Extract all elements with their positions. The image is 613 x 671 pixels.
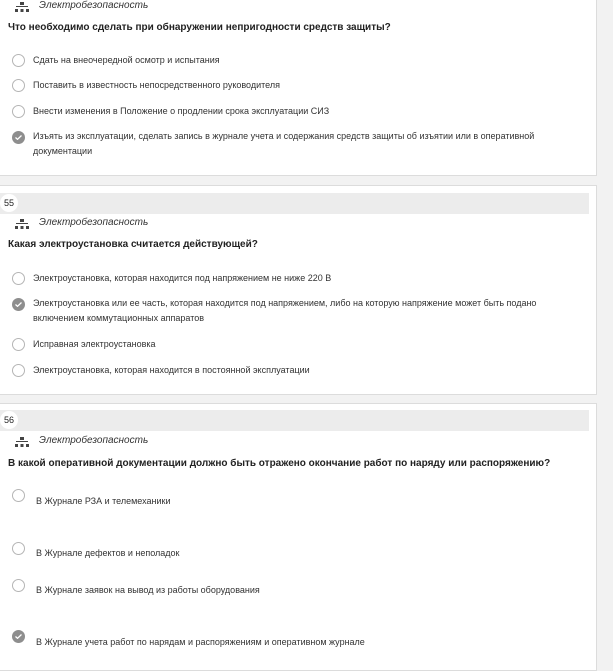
hierarchy-icon [15, 437, 29, 447]
answer-option[interactable] [0, 104, 590, 122]
category-text: Электробезопасность [39, 435, 149, 446]
check-icon [15, 634, 22, 639]
answer-option-selected[interactable] [0, 297, 590, 329]
check-icon [15, 302, 22, 307]
question-card [0, 185, 597, 395]
radio-button[interactable] [12, 272, 25, 285]
answer-option[interactable] [0, 363, 590, 381]
option-text: В Журнале РЗА и телемеханики [36, 496, 171, 506]
answer-option[interactable] [0, 541, 590, 565]
answer-option[interactable] [0, 271, 590, 289]
question-text: В какой оперативной документации должно быть отражено окончание работ по наряду или распоряжению? [8, 458, 551, 469]
answer-option[interactable] [0, 337, 590, 355]
question-text: Что необходимо сделать при обнаружении непригодности средств защиты? [8, 22, 391, 33]
option-text: Внести изменения в Положение о продлении срока эксплуатации СИЗ [33, 106, 330, 116]
question-card [0, 0, 597, 176]
option-text: В Журнале заявок на вывод из работы оборудования [36, 585, 260, 595]
radio-button[interactable] [12, 79, 25, 92]
radio-button[interactable] [12, 54, 25, 67]
question-number: 56 [0, 411, 18, 429]
radio-button-checked[interactable] [12, 630, 25, 643]
question-number-bar [0, 410, 589, 431]
hierarchy-icon [15, 219, 29, 229]
answer-option-selected[interactable] [0, 629, 590, 653]
radio-button[interactable] [12, 579, 25, 592]
option-text: Исправная электроустановка [33, 339, 156, 349]
radio-button[interactable] [12, 364, 25, 377]
question-number-bar [0, 193, 589, 214]
radio-button-checked[interactable] [12, 298, 25, 311]
answer-option[interactable] [0, 53, 590, 71]
option-text: Изъять из эксплуатации, сделать запись в журнале учета и содержания средств защиты об изъятии или в оперативной документации [33, 131, 535, 156]
hierarchy-icon [15, 2, 29, 12]
check-icon [15, 135, 22, 140]
radio-button[interactable] [12, 105, 25, 118]
option-text: В Журнале учета работ по нарядам и распоряжениям и оперативном журнале [36, 637, 365, 647]
answer-option[interactable] [0, 578, 590, 602]
option-text: Электроустановка, которая находится в постоянной эксплуатации [33, 365, 310, 375]
category-text: Электробезопасность [39, 217, 149, 228]
option-text: Сдать на внеочередной осмотр и испытания [33, 55, 220, 65]
radio-button[interactable] [12, 489, 25, 502]
option-text: В Журнале дефектов и неполадок [36, 548, 180, 558]
radio-button[interactable] [12, 542, 25, 555]
answer-option-selected[interactable] [0, 130, 590, 162]
radio-button[interactable] [12, 338, 25, 351]
question-card [0, 403, 597, 671]
option-text: Поставить в известность непосредственного руководителя [33, 80, 280, 90]
question-number: 55 [0, 194, 18, 212]
radio-button-checked[interactable] [12, 131, 25, 144]
option-text: Электроустановка или ее часть, которая находится под напряжением, либо на которую напряжение может быть подано включением коммутационных аппаратов [33, 298, 537, 323]
category-text: Электробезопасность [39, 0, 149, 11]
answer-option[interactable] [0, 488, 590, 512]
question-text: Какая электроустановка считается действующей? [8, 239, 258, 250]
answer-option[interactable] [0, 78, 590, 96]
option-text: Электроустановка, которая находится под напряжением не ниже 220 В [33, 273, 332, 283]
